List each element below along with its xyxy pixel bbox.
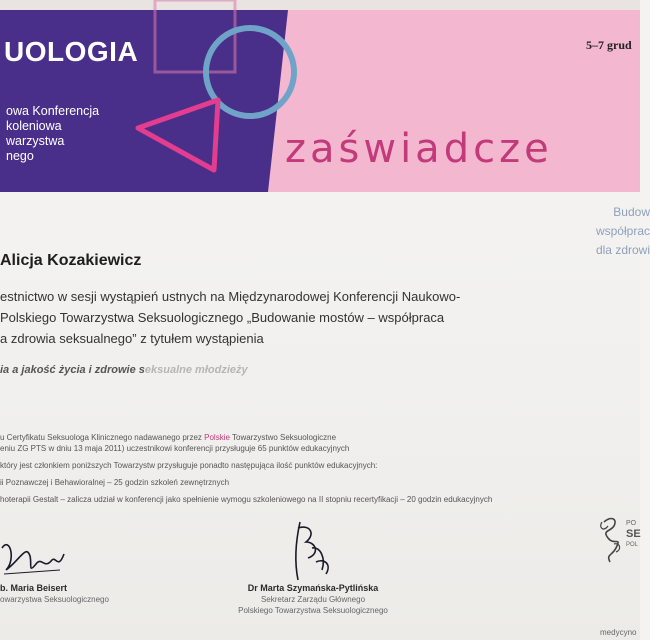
conference-line: warzystwa: [6, 134, 65, 148]
side-motto-line: współprac: [595, 224, 650, 238]
triangle-shape: [138, 100, 218, 170]
talk-title-faded: eksualne młodzieży: [144, 364, 248, 376]
signature-left-scribble: [0, 530, 70, 582]
society-logo-text: [626, 518, 641, 551]
logo-line: SE: [626, 528, 641, 540]
conference-line: koleniowa: [6, 119, 62, 133]
signature-middle-scribble: [286, 518, 346, 584]
body-line: Polskiego Towarzystwa Seksuologicznego „Budowanie mostów – współpraca: [0, 310, 445, 325]
side-motto-line: dla zdrowi: [595, 243, 650, 257]
body-line: a zdrowia seksualnego” z tytułem wystąpienia: [0, 331, 264, 346]
talk-title-main: ia a jakość życia i zdrowie s: [0, 364, 145, 376]
note-text: u Certyfikatu Seksuologa Klinicznego nadawanego przez: [0, 433, 205, 442]
footer-sponsor: medycyno: [600, 628, 637, 637]
note-highlight: Polskie: [204, 433, 230, 442]
recipient-name: Alicja Kozakiewicz: [0, 252, 142, 269]
note-line: eniu ZG PTS w dniu 13 maja 2011) uczestnikowi konferencji przysługuje 65 punktów edukacyjnych: [0, 444, 350, 453]
certificate-body: [0, 286, 560, 349]
note-line: ii Poznawczej i Behawioralnej – 25 godzin szkoleń zewnętrznych: [0, 478, 230, 487]
logo-line: PO: [626, 520, 637, 527]
side-motto-line: Budow: [613, 205, 650, 219]
talk-title: [0, 364, 248, 376]
note-text: Towarzystwo Seksuologiczne: [229, 433, 337, 442]
signature-middle: [218, 582, 408, 616]
conference-line: nego: [6, 149, 34, 163]
note-line: który jest członkiem poniższych Towarzystw przysługuje ponadto następująca ilość punktów edukacyjnych:: [0, 461, 378, 470]
signature-left: [0, 582, 109, 605]
education-points-notes: [0, 432, 560, 505]
certificate-title: zaświadcze: [285, 126, 553, 172]
conference-line: owa Konferencja: [6, 104, 100, 118]
conference-dates: 5–7 grud: [586, 38, 632, 52]
note-line: hoterapii Gestalt – zalicza udział w konferencji jako spełnienie wymogu szkoleniowego na II stopniu recertyfikacji – 20 godzin edukacyjnych: [0, 495, 493, 504]
top-edge: [0, 0, 640, 10]
brand-name: UOLOGIA: [4, 36, 139, 67]
logo-line: POL: [626, 542, 639, 548]
signatory-role: Polskiego Towarzystwa Seksuologicznego: [238, 606, 388, 615]
note-line: [0, 432, 560, 443]
signatory-role: owarzystwa Seksuologicznego: [0, 595, 109, 604]
side-motto: [570, 203, 650, 260]
body-line: estnictwo w sesji wystąpień ustnych na Międzynarodowej Konferencji Naukowo-: [0, 289, 461, 304]
signatory-name: Dr Marta Szymańska-Pytlińska: [247, 583, 379, 593]
signatory-name: b. Maria Beisert: [0, 583, 68, 593]
signatory-role: Sekretarz Zarządu Głównego: [260, 595, 366, 604]
conference-name: [6, 104, 146, 164]
